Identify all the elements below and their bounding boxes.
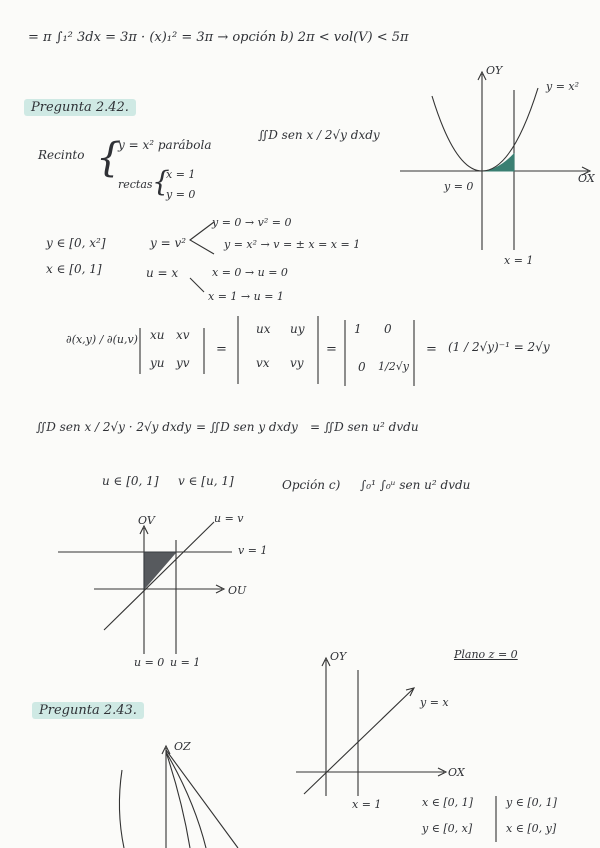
graph1-oy-label: OY bbox=[486, 64, 503, 77]
equals-2: = bbox=[326, 342, 337, 357]
graph1-x1-label: x = 1 bbox=[504, 254, 534, 267]
rectas-text: rectas bbox=[118, 178, 153, 191]
parabola-text: y = x² parábola bbox=[118, 138, 212, 152]
map-3: x = 0 → u = 0 bbox=[212, 266, 288, 279]
graph1-ox-label: OX bbox=[578, 172, 595, 185]
graph3-x1-label: x = 1 bbox=[352, 798, 382, 811]
jac-m3-b: 0 bbox=[384, 322, 392, 336]
integral-2a: ∬D sen x / 2√y · 2√y dxdy bbox=[36, 420, 192, 434]
equals-3: = bbox=[426, 342, 437, 357]
jac-m1-b: xv bbox=[176, 328, 190, 342]
jac-m3-c: 0 bbox=[358, 360, 366, 374]
rectas-y0: y = 0 bbox=[166, 188, 196, 201]
map-4: x = 1 → u = 1 bbox=[208, 290, 284, 303]
y-range: y ∈ [0, x²] bbox=[46, 236, 106, 250]
graph2-line-label: u = v bbox=[214, 512, 244, 525]
jac-m1-a: xu bbox=[150, 328, 165, 342]
opcion-c-integral: ∫₀¹ ∫₀ᵘ sen u² dvdu bbox=[360, 478, 471, 492]
graph2-u1-label: u = 1 bbox=[170, 656, 201, 669]
integral-2c: = ∬D sen u² dvdu bbox=[310, 420, 419, 434]
map-1: y = 0 → v² = 0 bbox=[212, 216, 292, 229]
jac-m3-a: 1 bbox=[354, 322, 362, 336]
x-range: x ∈ [0, 1] bbox=[46, 262, 102, 276]
jac-result: (1 / 2√y)⁻¹ = 2√y bbox=[448, 340, 550, 354]
region-y-range-b: y ∈ [0, 1] bbox=[506, 796, 557, 809]
equals-1: = bbox=[216, 342, 227, 357]
brace-left: { bbox=[96, 135, 122, 181]
change-y: y = v² bbox=[150, 236, 187, 250]
region-y-range: y ∈ [0, x] bbox=[422, 822, 473, 835]
graph2-ou-label: OU bbox=[228, 584, 247, 597]
top-equation: = π ∫₁² 3dx = 3π · (x)₁² = 3π → opción b) 2π < vol(V) < 5π bbox=[28, 30, 409, 45]
jac-m3-d: 1/2√y bbox=[378, 360, 409, 373]
graph3-ox-label: OX bbox=[448, 766, 465, 779]
u-range: u ∈ [0, 1] bbox=[102, 474, 159, 488]
jac-m2-a: ux bbox=[256, 322, 271, 336]
jac-m1-d: yv bbox=[176, 356, 190, 370]
graph4-curve-b bbox=[166, 752, 206, 848]
graph1-y0-label: y = 0 bbox=[444, 180, 474, 193]
plano-label: Plano z = 0 bbox=[454, 648, 518, 661]
rectas-x1: x = 1 bbox=[166, 168, 196, 181]
graph1-curve-label: y = x² bbox=[546, 80, 580, 93]
graph2-v1-label: v = 1 bbox=[238, 544, 268, 557]
recinto-label: Recinto bbox=[38, 148, 85, 162]
map-2: y = x² → v = ± x = x = 1 bbox=[224, 238, 361, 251]
graph3-oy-label: OY bbox=[330, 650, 347, 663]
jac-m1-c: yu bbox=[150, 356, 165, 370]
v-range: v ∈ [u, 1] bbox=[178, 474, 234, 488]
change-u: u = x bbox=[146, 266, 179, 280]
opcion-c: Opción c) bbox=[282, 478, 341, 492]
graph4-oz-label: OZ bbox=[174, 740, 191, 753]
graph2-ov-label: OV bbox=[138, 514, 155, 527]
graph3-line-label: y = x bbox=[420, 696, 449, 709]
jac-m2-b: uy bbox=[290, 322, 305, 336]
integral-1: ∬D sen x / 2√y dxdy bbox=[258, 128, 380, 142]
jac-m2-c: vx bbox=[256, 356, 270, 370]
region-x-range-b: x ∈ [0, y] bbox=[506, 822, 557, 835]
pregunta-label-2: Pregunta 2.43. bbox=[32, 702, 144, 719]
region-x-range: x ∈ [0, 1] bbox=[422, 796, 473, 809]
graph2-u0-label: u = 0 bbox=[134, 656, 165, 669]
jacobian-lhs: ∂(x,y) / ∂(u,v) bbox=[66, 333, 138, 346]
graph4-curve-left bbox=[119, 770, 124, 848]
jac-m2-d: vy bbox=[290, 356, 304, 370]
integral-2b: = ∬D sen y dxdy bbox=[196, 420, 298, 434]
brace-small: { bbox=[152, 165, 170, 198]
pregunta-label-1: Pregunta 2.42. bbox=[24, 99, 136, 116]
